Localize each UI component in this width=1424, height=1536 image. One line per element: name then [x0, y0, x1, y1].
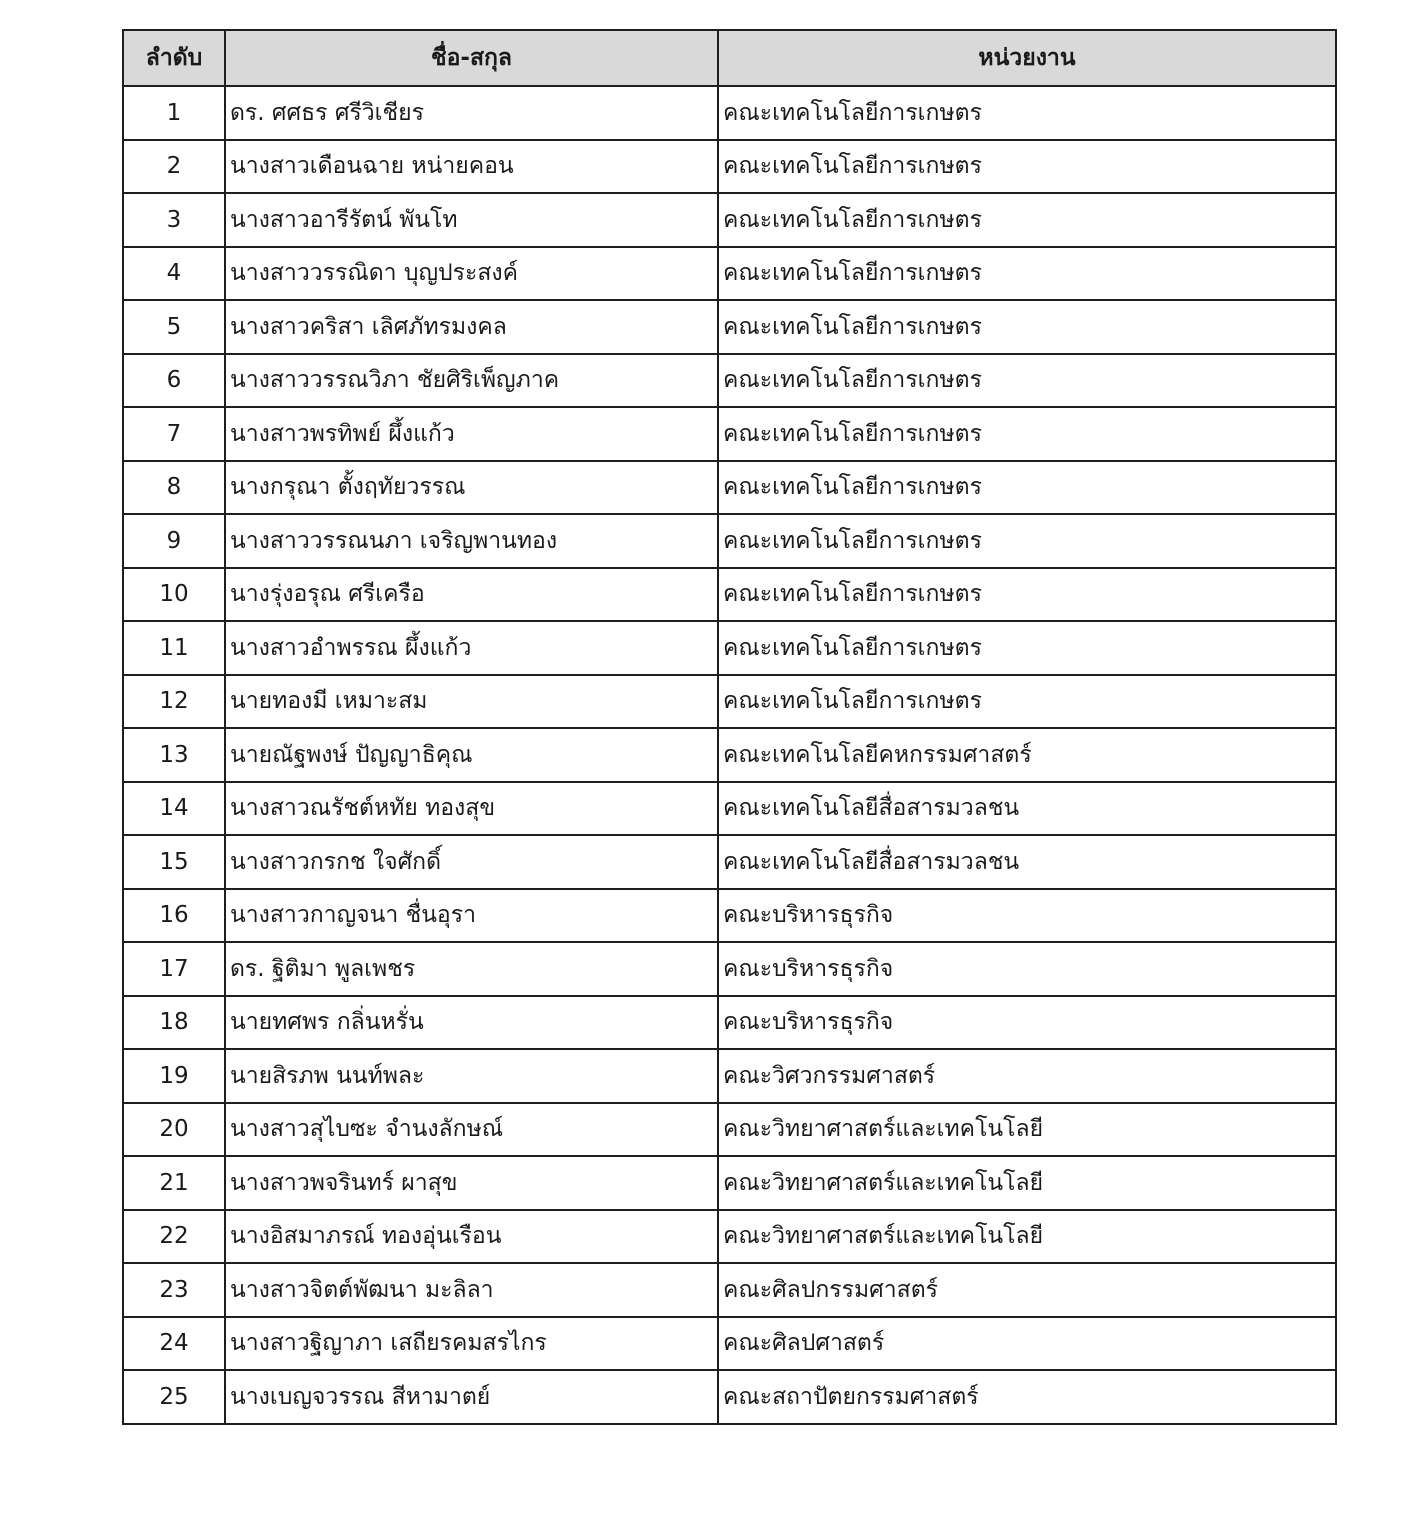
row-name-cell: นางสาวสุไบซะ จำนงลักษณ์	[225, 1103, 718, 1157]
header-department: หน่วยงาน	[718, 30, 1336, 86]
row-order-cell: 25	[123, 1370, 225, 1424]
row-department-cell: คณะเทคโนโลยีการเกษตร	[718, 354, 1336, 408]
row-order-cell: 18	[123, 996, 225, 1050]
row-order-cell: 8	[123, 461, 225, 515]
table-row	[123, 86, 1336, 140]
row-department-cell: คณะเทคโนโลยีการเกษตร	[718, 86, 1336, 140]
row-department-cell: คณะเทคโนโลยีสื่อสารมวลชน	[718, 835, 1336, 889]
row-name-cell: นางสาวเดือนฉาย หน่ายคอน	[225, 140, 718, 194]
table-row	[123, 782, 1336, 836]
row-department-cell: คณะเทคโนโลยีการเกษตร	[718, 300, 1336, 354]
row-order-cell: 21	[123, 1156, 225, 1210]
table-row	[123, 461, 1336, 515]
row-department-cell: คณะวิทยาศาสตร์และเทคโนโลยี	[718, 1156, 1336, 1210]
table-row	[123, 407, 1336, 461]
row-name-cell: นางสาวอำพรรณ ผึ้งแก้ว	[225, 621, 718, 675]
table-row	[123, 514, 1336, 568]
row-order-cell: 24	[123, 1317, 225, 1371]
table-row	[123, 728, 1336, 782]
row-name-cell: นางสาววรรณนภา เจริญพานทอง	[225, 514, 718, 568]
row-order-cell: 6	[123, 354, 225, 408]
row-order-cell: 9	[123, 514, 225, 568]
row-order-cell: 23	[123, 1263, 225, 1317]
header-order: ลำดับ	[123, 30, 225, 86]
row-name-cell: นางสาววรรณวิภา ชัยศิริเพ็ญภาค	[225, 354, 718, 408]
row-name-cell: ดร. ศศธร ศรีวิเชียร	[225, 86, 718, 140]
row-order-cell: 15	[123, 835, 225, 889]
table-row	[123, 1049, 1336, 1103]
row-department-cell: คณะเทคโนโลยีการเกษตร	[718, 193, 1336, 247]
row-order-cell: 14	[123, 782, 225, 836]
row-name-cell: นางอิสมาภรณ์ ทองอุ่นเรือน	[225, 1210, 718, 1264]
row-name-cell: นางเบญจวรรณ สีหามาตย์	[225, 1370, 718, 1424]
row-department-cell: คณะวิศวกรรมศาสตร์	[718, 1049, 1336, 1103]
row-order-cell: 3	[123, 193, 225, 247]
row-order-cell: 10	[123, 568, 225, 622]
table-row	[123, 1263, 1336, 1317]
row-department-cell: คณะบริหารธุรกิจ	[718, 996, 1336, 1050]
table-row	[123, 1317, 1336, 1371]
row-order-cell: 16	[123, 889, 225, 943]
table-row	[123, 193, 1336, 247]
table-row	[123, 942, 1336, 996]
table-row	[123, 1103, 1336, 1157]
table-row	[123, 568, 1336, 622]
row-name-cell: นางสาวพจรินทร์ ผาสุข	[225, 1156, 718, 1210]
row-department-cell: คณะเทคโนโลยีการเกษตร	[718, 514, 1336, 568]
row-name-cell: นางสาวจิตต์พัฒนา มะลิลา	[225, 1263, 718, 1317]
row-department-cell: คณะเทคโนโลยีการเกษตร	[718, 140, 1336, 194]
table-row	[123, 675, 1336, 729]
row-department-cell: คณะวิทยาศาสตร์และเทคโนโลยี	[718, 1103, 1336, 1157]
row-department-cell: คณะเทคโนโลยีการเกษตร	[718, 568, 1336, 622]
row-department-cell: คณะสถาปัตยกรรมศาสตร์	[718, 1370, 1336, 1424]
row-department-cell: คณะบริหารธุรกิจ	[718, 942, 1336, 996]
row-order-cell: 1	[123, 86, 225, 140]
table-row	[123, 140, 1336, 194]
row-name-cell: นายทองมี เหมาะสม	[225, 675, 718, 729]
row-department-cell: คณะเทคโนโลยีการเกษตร	[718, 461, 1336, 515]
row-order-cell: 20	[123, 1103, 225, 1157]
row-name-cell: นางสาวกาญจนา ชื่นอุรา	[225, 889, 718, 943]
table-row	[123, 300, 1336, 354]
row-order-cell: 4	[123, 247, 225, 301]
row-order-cell: 13	[123, 728, 225, 782]
row-order-cell: 17	[123, 942, 225, 996]
table-row	[123, 1210, 1336, 1264]
row-name-cell: นายณัฐพงษ์ ปัญญาธิคุณ	[225, 728, 718, 782]
row-order-cell: 7	[123, 407, 225, 461]
row-department-cell: คณะเทคโนโลยีการเกษตร	[718, 247, 1336, 301]
row-department-cell: คณะเทคโนโลยีการเกษตร	[718, 675, 1336, 729]
row-order-cell: 2	[123, 140, 225, 194]
row-name-cell: นางรุ่งอรุณ ศรีเครือ	[225, 568, 718, 622]
row-department-cell: คณะบริหารธุรกิจ	[718, 889, 1336, 943]
row-order-cell: 12	[123, 675, 225, 729]
table-body	[123, 86, 1336, 1424]
row-department-cell: คณะเทคโนโลยีคหกรรมศาสตร์	[718, 728, 1336, 782]
header-full-name: ชื่อ-สกุล	[225, 30, 718, 86]
row-name-cell: ดร. ฐิติมา พูลเพชร	[225, 942, 718, 996]
table-row	[123, 1156, 1336, 1210]
row-department-cell: คณะเทคโนโลยีการเกษตร	[718, 621, 1336, 675]
row-order-cell: 19	[123, 1049, 225, 1103]
row-name-cell: นางสาววรรณิดา บุญประสงค์	[225, 247, 718, 301]
row-order-cell: 22	[123, 1210, 225, 1264]
table-row	[123, 247, 1336, 301]
row-name-cell: นายสิรภพ นนท์พละ	[225, 1049, 718, 1103]
table-header	[123, 30, 1336, 86]
table-row	[123, 996, 1336, 1050]
table-row	[123, 621, 1336, 675]
row-department-cell: คณะวิทยาศาสตร์และเทคโนโลยี	[718, 1210, 1336, 1264]
row-department-cell: คณะเทคโนโลยีการเกษตร	[718, 407, 1336, 461]
table-row	[123, 1370, 1336, 1424]
table-row	[123, 835, 1336, 889]
row-name-cell: นางสาวณรัชต์หทัย ทองสุข	[225, 782, 718, 836]
header-row	[123, 30, 1336, 86]
row-name-cell: นางสาวฐิญาภา เสถียรคมสรไกร	[225, 1317, 718, 1371]
staff-table	[122, 29, 1337, 1425]
row-name-cell: นางกรุณา ตั้งฤทัยวรรณ	[225, 461, 718, 515]
row-name-cell: นางสาวอารีรัตน์ พันโท	[225, 193, 718, 247]
row-name-cell: นางสาวพรทิพย์ ผึ้งแก้ว	[225, 407, 718, 461]
row-department-cell: คณะเทคโนโลยีสื่อสารมวลชน	[718, 782, 1336, 836]
table-row	[123, 354, 1336, 408]
row-name-cell: นางสาวคริสา เลิศภัทรมงคล	[225, 300, 718, 354]
row-department-cell: คณะศิลปกรรมศาสตร์	[718, 1263, 1336, 1317]
row-order-cell: 11	[123, 621, 225, 675]
table-row	[123, 889, 1336, 943]
row-order-cell: 5	[123, 300, 225, 354]
row-name-cell: นายทศพร กลิ่นหรั่น	[225, 996, 718, 1050]
row-name-cell: นางสาวกรกช ใจศักดิ์	[225, 835, 718, 889]
row-department-cell: คณะศิลปศาสตร์	[718, 1317, 1336, 1371]
